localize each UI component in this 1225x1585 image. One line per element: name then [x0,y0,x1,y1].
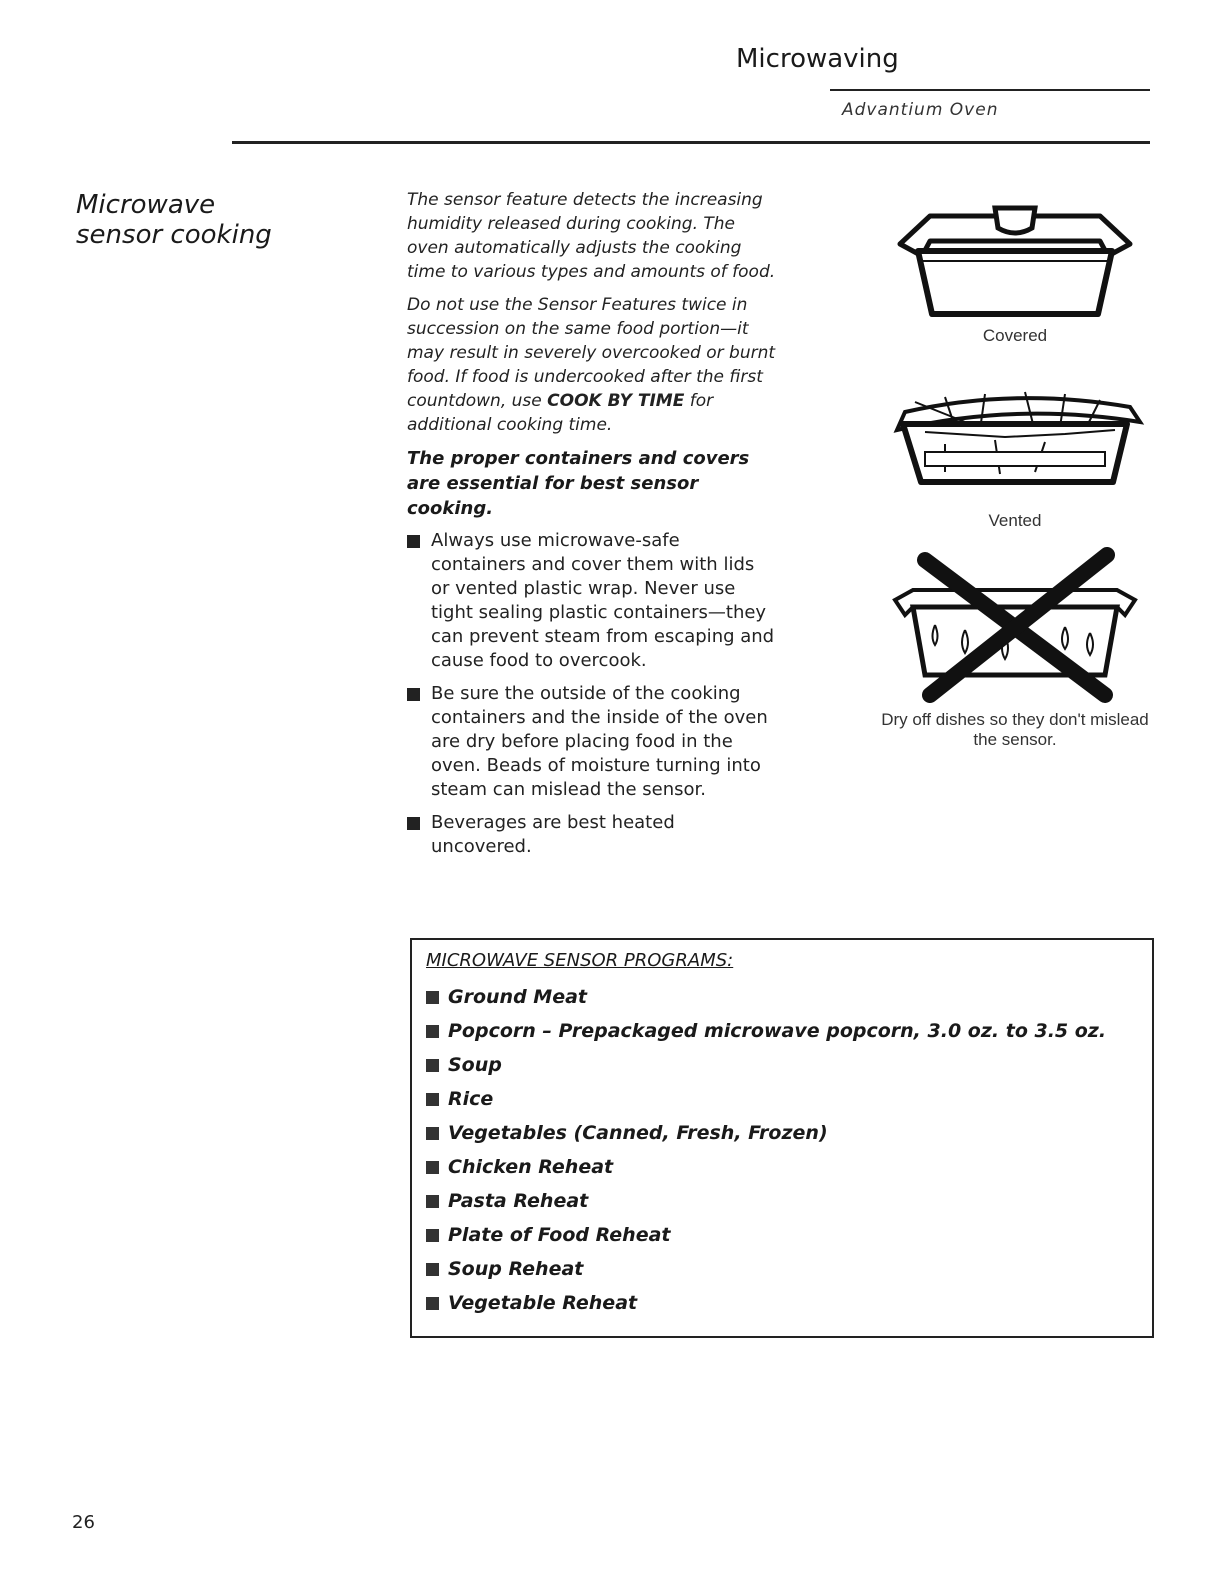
covered-dish-icon [890,196,1140,326]
bullet-square-icon [426,1263,439,1276]
bullet-square-icon [426,1093,439,1106]
bullet-square-icon [426,1161,439,1174]
programs-title: MICROWAVE SENSOR PROGRAMS: [426,950,734,971]
containers-note: The proper containers and covers are essential for best sensor cooking. [407,448,750,519]
bullet-square-icon [426,1059,439,1072]
program-item: Vegetables (Canned, Fresh, Frozen) [426,1116,1138,1150]
wet-dish-crossed-icon [885,545,1145,710]
bullet-square-icon [407,535,420,548]
sensor-programs-box [410,938,1154,1338]
figure-vented [870,382,1160,531]
intro-paragraph-2: Do not use the Sensor Features twice in succession on the same food portion—it may result in severely overcooked or burnt food. If food is undercooked after the first countdown, use COOK BY TIME for additional cooking time. [407,295,776,435]
bullet-square-icon [407,817,420,830]
tips-list [407,529,777,859]
header-rule [830,89,1150,91]
list-item: Be sure the outside of the cooking containers and the inside of the oven are dry before placing food in the oven. Beads of moisture turning into steam can mislead the sensor. [407,682,777,802]
list-item: Beverages are best heated uncovered. [407,811,777,859]
main-column [407,188,777,868]
bullet-square-icon [426,1127,439,1140]
program-item: Ground Meat [426,980,1138,1014]
bullet-square-icon [426,1297,439,1310]
page-number: 26 [72,1512,95,1533]
program-item: Soup [426,1048,1138,1082]
programs-list [426,980,1138,1320]
section-title: Microwave sensor cooking [76,190,272,250]
bullet-square-icon [407,688,420,701]
caption-covered: Covered [982,326,1048,345]
caption-dry-dishes: Dry off dishes so they don't mislead the sensor. [881,710,1149,749]
page-header-title: Microwaving [736,44,899,74]
bullet-square-icon [426,1229,439,1242]
cook-by-time-emphasis: COOK BY TIME [547,391,685,411]
bullet-square-icon [426,1025,439,1038]
bullet-square-icon [426,991,439,1004]
program-item: Vegetable Reheat [426,1286,1138,1320]
program-item: Soup Reheat [426,1252,1138,1286]
section-rule [232,141,1150,144]
page-header-subtitle: Advantium Oven [842,100,999,120]
program-item: Chicken Reheat [426,1150,1138,1184]
vented-dish-icon [885,382,1145,497]
caption-vented: Vented [988,511,1042,530]
program-item: Rice [426,1082,1138,1116]
bullet-square-icon [426,1195,439,1208]
figure-dry-dishes [880,545,1150,750]
list-item: Always use microwave-safe containers and cover them with lids or vented plastic wrap. Never use tight sealing plastic containers—they can prevent steam from escaping and cause food to overcook. [407,529,777,673]
program-item: Popcorn – Prepackaged microwave popcorn, 3.0 oz. to 3.5 oz. [426,1014,1138,1048]
program-item: Plate of Food Reheat [426,1218,1138,1252]
intro-paragraph-1: The sensor feature detects the increasing humidity released during cooking. The oven automatically adjusts the cooking time to various types and amounts of food. [407,190,776,282]
program-item: Pasta Reheat [426,1184,1138,1218]
figure-covered [870,196,1160,346]
